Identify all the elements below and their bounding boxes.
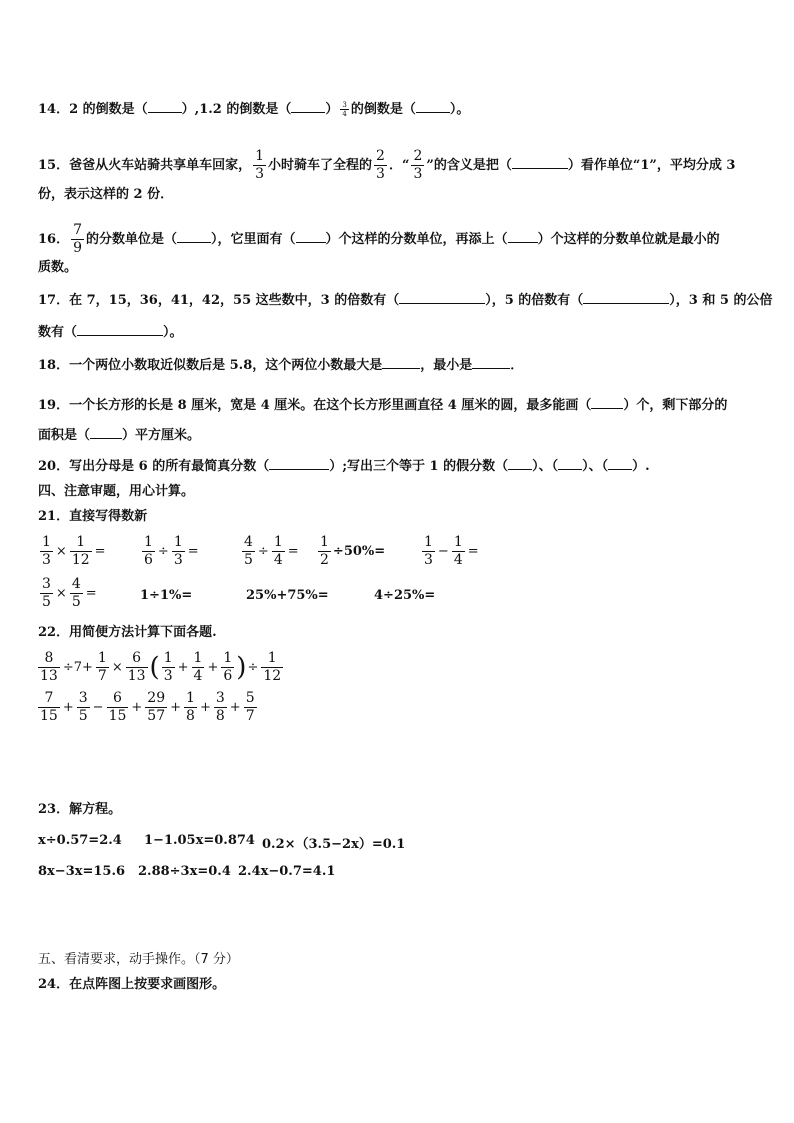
q18-text-c: ． [510, 358, 524, 373]
fraction: $\frac{1}{3}$ [255, 148, 265, 182]
question-21-title: 21．直接写得数新 [38, 509, 148, 524]
q14-text-d: 的倒数是（ [350, 102, 416, 117]
q23-equation: 0.2×（3.5−2x）=0.1 [262, 837, 406, 852]
answer-blank[interactable] [291, 101, 325, 113]
answer-blank[interactable] [512, 157, 568, 169]
fraction: $\frac{7}{9}$ [73, 222, 83, 256]
q23-equation: 1−1.05x=0.874 [144, 833, 255, 848]
q16-text-a: 16． [38, 232, 70, 247]
q16-text-d: ）个这样的分数单位，再添上（ [325, 232, 508, 247]
answer-blank[interactable] [399, 292, 485, 304]
q22-expr-1: $\frac{8}{13}$ ÷7+ $\frac{1}{7}$ × $\frac{6}{13}$ ( $\frac{1}{3}$ + $\frac{1}{4}$ + $\frac{1}{6}$ )÷ $\frac{1}{12}$ [40, 650, 282, 684]
answer-blank[interactable] [296, 231, 326, 243]
answer-blank[interactable] [148, 101, 182, 113]
q15-text-c: ．“ [388, 158, 410, 173]
question-16 [38, 222, 720, 257]
q21-expr-8: 25%+75%= [246, 588, 329, 603]
q19-text-a: 19．一个长方形的长是 8 厘米，宽是 4 厘米。在这个长方形里画直径 4 厘米的圆，最多能画（ [38, 398, 592, 413]
q18-text-a: 18．一个两位小数取近似数后是 5.8，这个两位小数最大是 [38, 358, 383, 373]
question-15-line2: 份，表示这样的 2 份． [38, 187, 174, 202]
q15-text-d: ”的含义是把（ [426, 158, 512, 173]
q17-text-d: 数有（ [38, 325, 78, 340]
q20-text-e: ）. [632, 459, 650, 474]
q14-text-c: ） [325, 102, 339, 117]
q21-expr-2: $\frac{1}{6}$ ÷ $\frac{1}{3}$ = [144, 534, 199, 568]
answer-blank[interactable] [90, 427, 122, 439]
q21-expr-4: $\frac{1}{2}$ ÷50%= [320, 534, 386, 568]
answer-blank[interactable] [608, 458, 632, 470]
question-22-title: 22．用简便方法计算下面各题. [38, 625, 217, 640]
question-19-line2 [38, 427, 200, 444]
q19-text-b: ）个，剩下部分的 [623, 398, 728, 413]
q17-text-c: ），3 和 5 的公倍 [669, 293, 773, 308]
q17-text-a: 17．在 7，15，36，41，42，55 这些数中，3 的倍数有（ [38, 293, 400, 308]
answer-blank[interactable] [558, 458, 582, 470]
q19-text-d: ）平方厘米。 [122, 428, 201, 443]
q20-text-c: ）、（ [532, 459, 559, 474]
q21-expr-7: 1÷1%= [140, 588, 193, 603]
question-20 [38, 458, 650, 475]
question-18 [38, 357, 523, 374]
section-5-heading: 五、看清要求，动手操作。（7 分） [38, 952, 239, 967]
question-14 [38, 101, 469, 118]
fraction: $\frac{2}{3}$ [413, 148, 423, 182]
answer-blank[interactable] [591, 397, 623, 409]
q23-equation: x÷0.57=2.4 [38, 833, 122, 848]
q15-text-b: 小时骑车了全程的 [268, 158, 373, 173]
q15-text-a: 15．爸爸从火车站骑共享单车回家， [38, 158, 252, 173]
fraction: $\frac{3}{4}$ [342, 101, 347, 118]
q20-text-b: ）;写出三个等于 1 的假分数（ [329, 459, 509, 474]
q23-equation: 2.88÷3x=0.4 [138, 864, 231, 879]
q16-text-e: ）个这样的分数单位就是最小的 [537, 232, 720, 247]
q20-text-d: ）、（ [582, 459, 609, 474]
question-17 [38, 292, 772, 309]
section-4-heading: 四、注意审题，用心计算。 [38, 484, 195, 499]
q18-text-b: ，最小是 [420, 358, 473, 373]
question-23-title: 23．解方程。 [38, 802, 122, 817]
answer-blank[interactable] [269, 458, 329, 470]
question-15 [38, 148, 735, 183]
q14-text-a: 14．2 的倒数是（ [38, 102, 148, 117]
answer-blank[interactable] [77, 324, 163, 336]
q21-expr-9: 4÷25%= [374, 588, 436, 603]
q21-expr-5: $\frac{1}{3}$ − $\frac{1}{4}$ = [424, 534, 479, 568]
question-16-line2: 质数。 [38, 260, 78, 275]
q19-text-c: 面积是（ [38, 428, 91, 443]
answer-blank[interactable] [508, 458, 532, 470]
q16-text-b: 的分数单位是（ [86, 232, 178, 247]
answer-blank[interactable] [382, 357, 420, 369]
q21-expr-3: $\frac{4}{5}$ ÷ $\frac{1}{4}$ = [244, 534, 299, 568]
question-17-line2 [38, 324, 183, 341]
q21-expr-1: $\frac{1}{3}$ × $\frac{1}{12}$ = [42, 534, 106, 568]
q23-equation: 2.4x−0.7=4.1 [238, 864, 336, 879]
answer-blank[interactable] [177, 231, 211, 243]
q20-text-a: 20．写出分母是 6 的所有最简真分数（ [38, 459, 270, 474]
question-24: 24．在点阵图上按要求画图形。 [38, 977, 226, 992]
q14-text-e: ）。 [449, 102, 470, 117]
answer-blank[interactable] [508, 231, 538, 243]
q17-text-b: ），5 的倍数有（ [485, 293, 584, 308]
question-19 [38, 397, 727, 414]
q23-equation: 8x−3x=15.6 [38, 864, 126, 879]
q15-text-e: ）看作单位“1”，平均分成 3 [567, 158, 736, 173]
q21-expr-6: $\frac{3}{5}$ × $\frac{4}{5}$ = [42, 576, 97, 610]
answer-blank[interactable] [416, 101, 450, 113]
fraction: $\frac{2}{3}$ [376, 148, 385, 182]
answer-blank[interactable] [583, 292, 669, 304]
q17-text-e: ）。 [163, 325, 183, 340]
answer-blank[interactable] [472, 357, 510, 369]
q14-text-b: ）,1.2 的倒数是（ [181, 102, 292, 117]
q16-text-c: ），它里面有（ [211, 232, 296, 247]
q22-expr-2: $\frac{7}{15}$ + $\frac{3}{5}$ − $\frac{6}{15}$ + $\frac{29}{57}$ + $\frac{1}{8}$ + $\frac{3}{8}$ + $\frac{5}{7}$ [40, 690, 255, 724]
